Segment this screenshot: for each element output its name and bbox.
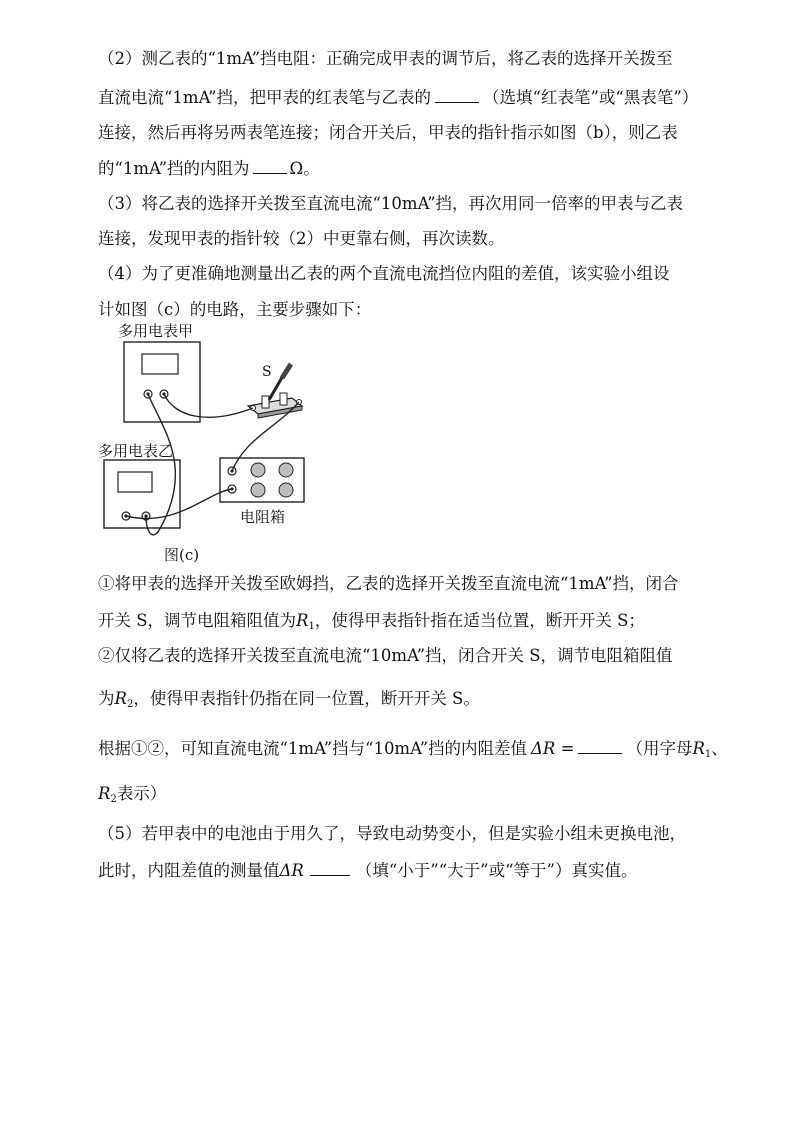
part2-line2-text-a: 直流电流“1mA”挡，把甲表的红表笔与乙表的 bbox=[98, 88, 432, 107]
conclusion-text-b: （用字母 bbox=[626, 739, 693, 758]
step2-r2-sub: 2 bbox=[126, 699, 134, 710]
answer-blank-comparison[interactable] bbox=[310, 859, 350, 876]
part3-line2: 连接，发现甲表的指针较（2）中更靠右侧，再次读数。 bbox=[98, 229, 505, 248]
answer-blank-delta-r[interactable] bbox=[578, 737, 622, 754]
resistance-box bbox=[220, 458, 304, 502]
part5-line2 bbox=[98, 859, 637, 882]
conclusion-line2 bbox=[98, 783, 166, 811]
part2-line4-text-a: 的“1mA”挡的内阻为 bbox=[98, 159, 250, 178]
part5-delta-r: ΔR bbox=[279, 861, 304, 880]
figure-caption: 图(c) bbox=[164, 546, 200, 564]
step1-line1: ①将甲表的选择开关拨至欧姆挡，乙表的选择开关拨至直流电流“1mA”挡，闭合 bbox=[98, 574, 679, 593]
part5-line2-text-b: （填“小于”“大于”或“等于”）真实值。 bbox=[355, 861, 638, 880]
step1-line2 bbox=[98, 610, 645, 638]
part2-line2-text-b: （选填“红表笔”或“黑表笔”） bbox=[483, 88, 699, 107]
step2-line2 bbox=[98, 688, 480, 716]
step2-line2-text-a: 为 bbox=[98, 689, 115, 708]
step2-line1: ②仅将乙表的选择开关拨至直流电流“10mA”挡，闭合开关 S，调节电阻箱阻值 bbox=[98, 646, 673, 665]
part2-line4 bbox=[98, 157, 320, 180]
part4-line2: 计如图（c）的电路，主要步骤如下： bbox=[98, 300, 372, 319]
meter-a-label: 多用电表甲 bbox=[118, 322, 194, 340]
part2-line1: （2）测乙表的“1mA”挡电阻：正确完成甲表的调节后，将乙表的选择开关拨至 bbox=[98, 49, 673, 68]
conclusion-r1: R bbox=[692, 739, 705, 758]
resistance-box-label: 电阻箱 bbox=[240, 508, 286, 526]
step2-line2-text-b: ，使得甲表指针仍指在同一位置，断开开关 S。 bbox=[133, 689, 480, 708]
step1-line2-text-a: 开关 S，调节电阻箱阻值为 bbox=[98, 611, 297, 630]
answer-blank-pen[interactable] bbox=[435, 86, 479, 103]
part5-line1: （5）若甲表中的电池由于用久了，导致电动势变小，但是实验小组未更换电池， bbox=[98, 824, 686, 843]
conclusion-r2: R bbox=[98, 784, 111, 803]
meter-a bbox=[124, 342, 200, 422]
conclusion-delta-r: ΔR = bbox=[531, 739, 575, 758]
part2-line3: 连接，然后再将另两表笔连接；闭合开关后，甲表的指针指示如图（b），则乙表 bbox=[98, 123, 678, 142]
conclusion-sep: 、 bbox=[711, 739, 728, 758]
conclusion-r1-sub: 1 bbox=[704, 749, 712, 760]
switch-s bbox=[248, 364, 302, 418]
conclusion-text-a: 根据①②，可知直流电流“1mA”挡与“10mA”挡的内阻差值 bbox=[98, 739, 528, 758]
conclusion-line1 bbox=[98, 737, 728, 766]
step1-r1-sub: 1 bbox=[308, 621, 315, 632]
part3-line1: （3）将乙表的选择开关拨至直流电流“10mA”挡，再次用同一倍率的甲表与乙表 bbox=[98, 194, 684, 213]
conclusion-r2-sub: 2 bbox=[110, 794, 117, 805]
answer-blank-resistance[interactable] bbox=[253, 157, 287, 174]
switch-label: S bbox=[262, 364, 272, 380]
meter-b-label: 多用电表乙 bbox=[98, 442, 174, 460]
part5-line2-text-a: 此时，内阻差值的测量值 bbox=[98, 861, 280, 880]
part2-line4-text-b: Ω。 bbox=[289, 159, 320, 178]
part2-line2 bbox=[98, 86, 698, 109]
step2-r2: R bbox=[114, 689, 127, 708]
conclusion-text-c: 表示） bbox=[116, 784, 167, 803]
circuit-diagram bbox=[96, 318, 336, 550]
step1-line2-text-b: ，使得甲表指针指在适当位置，断开开关 S； bbox=[314, 611, 645, 630]
step1-r1: R bbox=[296, 611, 309, 630]
part4-line1: （4）为了更准确地测量出乙表的两个直流电流挡位内阻的差值，该实验小组设 bbox=[98, 264, 670, 283]
